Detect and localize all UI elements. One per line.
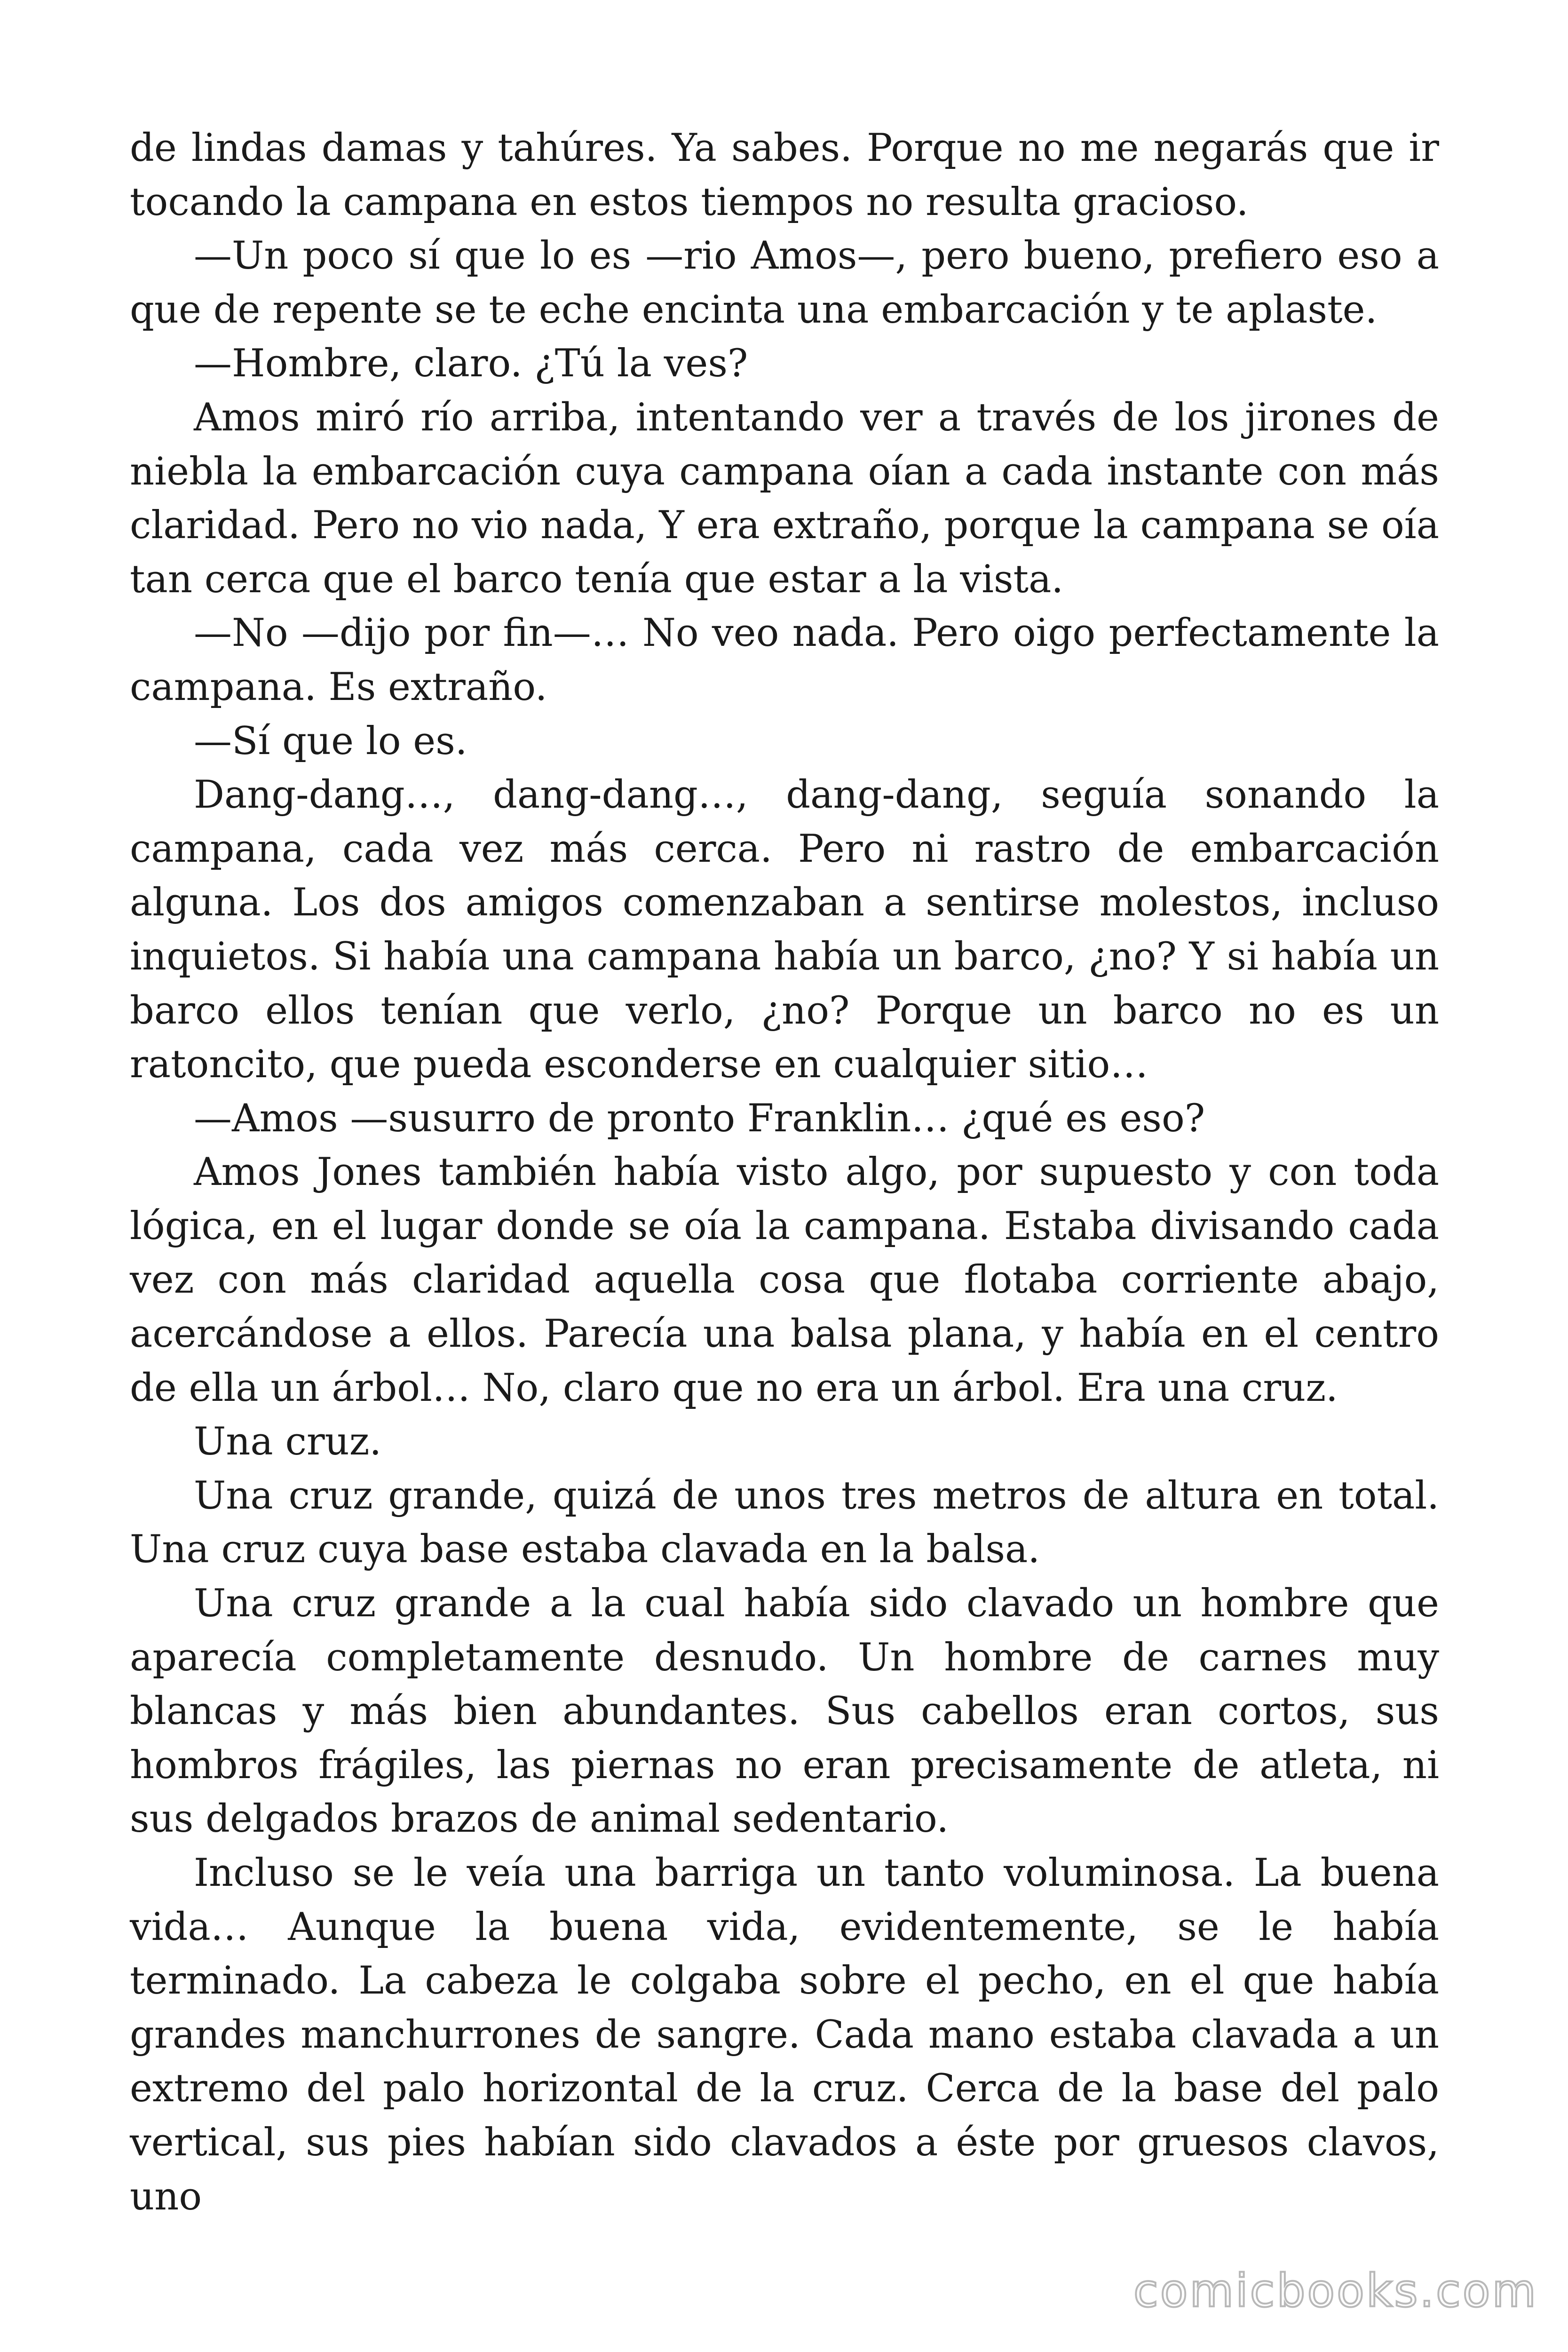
paragraph-6: —Sí que lo es. [194, 719, 467, 763]
paragraph-5: —No —dijo por fin—… No veo nada. Pero oigo perfectamente la campana. Es extraño. [130, 611, 1439, 709]
paragraph-1: de lindas damas y tahúres. Ya sabes. Porque no me negarás que ir tocando la campana en estos tiempos no resulta gracioso. [130, 126, 1439, 224]
paragraph-12: Una cruz grande a la cual había sido clavado un hombre que aparecía completamente desnudo. Un hombre de carnes muy blancas y más bien abundantes. Sus cabellos eran cortos, sus hombros frágiles, las piernas no eran precisamente de atleta, ni sus delgados brazos de animal sedentario. [130, 1581, 1439, 1842]
watermark: comicbooks.com [1133, 2265, 1538, 2317]
paragraph-11: Una cruz grande, quizá de unos tres metros de altura en total. Una cruz cuya base estaba clavada en la balsa. [130, 1473, 1439, 1572]
body-text [130, 121, 1439, 2224]
paragraph-4: Amos miró río arriba, intentando ver a través de los jirones de niebla la embarcación cuya campana oían a cada instante con más claridad. Pero no vio nada, Y era extraño, porque la campana se oía tan cerca que el barco tenía que estar a la vista. [130, 395, 1439, 602]
paragraph-7: Dang-dang…, dang-dang…, dang-dang, seguía sonando la campana, cada vez más cerca. Pero ni rastro de embarcación alguna. Los dos amigos comenzaban a sentirse molestos, incluso inquietos. Si había una campana había un barco, ¿no? Y si había un barco ellos tenían que verlo, ¿no? Porque un barco no es un ratoncito, que pueda esconderse en cualquier sitio… [130, 773, 1439, 1087]
paragraph-13: Incluso se le veía una barriga un tanto voluminosa. La buena vida… Aunque la buena vida, evidentemente, se le había terminado. La cabeza le colgaba sobre el pecho, en el que había grandes manchurrones de sangre. Cada mano estaba clavada a un extremo del palo horizontal de la cruz. Cerca de la base del palo vertical, sus pies habían sido clavados a éste por gruesos clavos, uno [130, 1851, 1439, 2219]
paragraph-8: —Amos —susurro de pronto Franklin… ¿qué es eso? [194, 1096, 1205, 1141]
paragraph-2: —Un poco sí que lo es —rio Amos—, pero bueno, prefiero eso a que de repente se te eche encinta una embarcación y te aplaste. [130, 234, 1439, 332]
paragraph-10: Una cruz. [194, 1420, 382, 1464]
paragraph-9: Amos Jones también había visto algo, por supuesto y con toda lógica, en el lugar donde se oía la campana. Estaba divisando cada vez con más claridad aquella cosa que flotaba corriente abajo, acercándose a ellos. Parecía una balsa plana, y había en el centro de ella un árbol… No, claro que no era un árbol. Era una cruz. [130, 1150, 1439, 1410]
paragraph-3: —Hombre, claro. ¿Tú la ves? [194, 342, 748, 386]
